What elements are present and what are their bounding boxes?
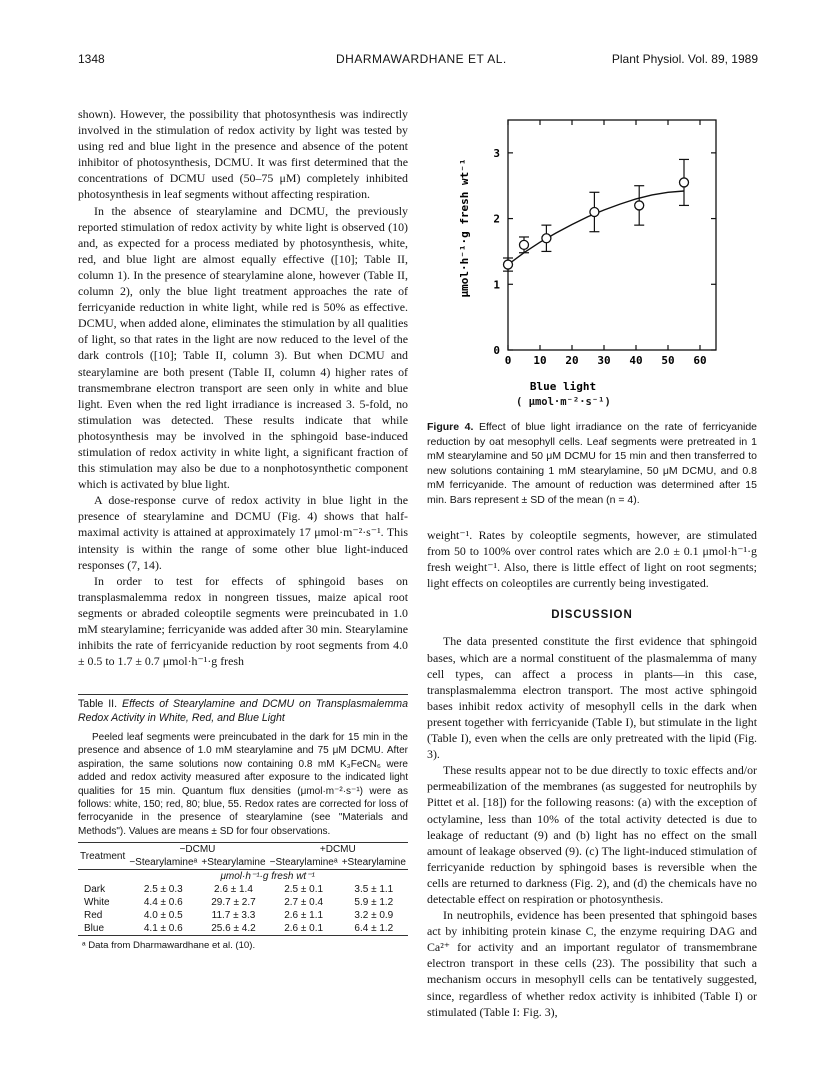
table-cell: 29.7 ± 2.7 bbox=[211, 897, 256, 909]
figure-caption bbox=[427, 420, 757, 507]
sub-header-minus-stearylamine: −Stearylamineᵃ bbox=[127, 856, 199, 870]
x-tick-label: 60 bbox=[693, 354, 707, 367]
left-column bbox=[78, 106, 408, 669]
col-header-treatment: Treatment bbox=[78, 843, 127, 870]
chart-curve bbox=[508, 191, 684, 265]
table-row bbox=[78, 922, 408, 936]
y-tick-label: 1 bbox=[493, 278, 500, 292]
figure-4-chart bbox=[446, 98, 746, 398]
figure-label: Figure 4. bbox=[427, 421, 474, 433]
sub-header-minus-stearylamine-2: −Stearylamineᵃ bbox=[268, 856, 340, 870]
y-tick-label: 2 bbox=[493, 212, 500, 226]
table-cell: 2.5 ± 0.1 bbox=[284, 884, 324, 896]
table-cell: 2.5 ± 0.3 bbox=[143, 884, 183, 896]
table-cell: 2.7 ± 0.4 bbox=[284, 897, 324, 909]
x-axis-units: ( μmol·m⁻²·s⁻¹) bbox=[516, 396, 611, 408]
table-note: Peeled leaf segments were preincubated in the dark for 15 min in the presence and absence of 1.0 mM stearylamine and 75 μM DCMU. After aspiration, the same solutions now containing 0.8 mM K₃FeCN₆ were added and redox activity measured after exposure to the indicated light qualities for 15 min. Quantum flux densities (μmol·m⁻²·s⁻¹) were as follows: white, 150; red, 80; blue, 55. Redox rates are corrected for loss of ferrocyanide in the presence of stearylamine (see "Materials and Methods"). Values are means ± SD for four observations. bbox=[78, 732, 408, 837]
data-point bbox=[520, 240, 529, 249]
left-paragraph-4: In order to test for effects of sphingoid bases on transplasmalemma redox in nongreen tissues, maize apical root segments or abraded coleoptile segments were preincubated in 1.0 mM stearylamine; ferricyanide was added after 30 min. Stearylamine inhibits the rate of ferricyanide reduction by root segments from 4.0 ± 0.5 to 1.7 ± 0.7 μmol·h⁻¹·g fresh bbox=[78, 573, 408, 669]
plot-frame bbox=[508, 120, 716, 350]
table-cell: 2.6 ± 0.1 bbox=[268, 922, 340, 936]
table-cell: 5.9 ± 1.2 bbox=[354, 897, 394, 909]
table-footnote: ᵃ Data from Dharmawardhane et al. (10). bbox=[82, 940, 256, 952]
x-tick-label: 0 bbox=[504, 354, 512, 367]
table-cell: 25.6 ± 4.2 bbox=[199, 922, 267, 936]
x-axis-label: Blue light bbox=[529, 380, 597, 393]
right-paragraph-2: The data presented constitute the first evidence that sphingoid bases, which are a normal constituent of the plasmalemma of many cell types, can affect a process in plants—in this case, transplasmalemma electron transport. The most active sphingoid bases inhibit redox activity of mesophyll cells in the dark when present together with ferricyanide (Table I), but stimulate in the light (Table I), even when the cells are only pretreated with the lipid (Fig. 3). bbox=[427, 634, 757, 762]
data-point bbox=[635, 201, 644, 210]
row-label: Red bbox=[84, 910, 103, 922]
right-paragraph-1: weight⁻¹. Rates by coleoptile segments, however, are stimulated from 50 to 100% over control rates which are 2.0 ± 0.1 μmol·h⁻¹·g fresh weight⁻¹. Also, there is little effect of light on root segments; light effects on coleoptiles are currently being investigated. bbox=[427, 528, 757, 591]
x-tick-label: 50 bbox=[661, 354, 675, 367]
x-tick-label: 10 bbox=[533, 354, 547, 367]
table-ii bbox=[78, 694, 408, 951]
data-point bbox=[542, 234, 551, 243]
right-paragraph-4: In neutrophils, evidence has been presented that sphingoid bases act by inhibiting protein kinase C, the enzyme requiring DAG and Ca²⁺ for activity and an important regulator of transmembrane electron transport in these cells (23). The possibility that such a mechanism occurs in mesophyll cells can be tentatively suggested, since, regardless of whether redox activity is inhibited (Table I) or stimulated (Table I: Fig. 3), bbox=[427, 908, 757, 1019]
x-tick-label: 40 bbox=[629, 354, 643, 367]
table-cell: 2.6 ± 1.4 bbox=[214, 884, 253, 896]
row-label: White bbox=[84, 897, 110, 909]
fitted-curve bbox=[508, 191, 684, 265]
y-axis-label: μmol·h⁻¹·g fresh wt⁻¹ bbox=[458, 158, 471, 298]
table-cell: 2.6 ± 1.1 bbox=[284, 910, 324, 922]
table-row bbox=[78, 909, 408, 922]
left-paragraph-1: shown). However, the possibility that photosynthesis was indirectly involved in the stimulation of redox activity by light was tested by using red and blue light in the presence and absence of the potent inhibitor of photosynthesis, DCMU. It was first determined that the concentrations of DCMU used (50–75 μM) completely inhibited photosynthesis in leaf segments without affecting respiration. bbox=[78, 107, 408, 202]
chart-points bbox=[503, 159, 689, 271]
running-authors: DHARMAWARDHANE ET AL. bbox=[336, 52, 507, 66]
data-point bbox=[680, 178, 689, 187]
table-title: Effects of Stearylamine and DCMU on Transplasmalemma Redox Activity in White, Red, and Blue Light bbox=[78, 698, 408, 724]
x-tick-label: 20 bbox=[565, 354, 579, 367]
data-point bbox=[590, 208, 599, 217]
data-point bbox=[504, 260, 513, 269]
units-row: μmol·h⁻¹·g fresh wt⁻¹ bbox=[220, 871, 315, 883]
table-cell: 11.7 ± 3.3 bbox=[211, 910, 256, 922]
row-label: Dark bbox=[84, 884, 106, 896]
left-paragraph-2: In the absence of stearylamine and DCMU, the previously reported stimulation of redox activity by white light is observed (10) and, as expected for a process mediated by photosynthesis, white, red, and blue light are almost equally effective ([10]; Table II, column 1). In the presence of stearylamine alone, however (Table II, column 2), only the blue light treatment approaches the rate of ferricyanide reduction in white light, while red is 50% as effective. DCMU, when added alone, eliminates the stimulation by all qualities of light, so that rates in the light are now reduced to the level of the dark controls ([10]; Table II, column 3). But when DCMU and stearylamine are both present (Table II, column 4) higher rates of transmembrane electron transport are seen only in white and blue light. Even when the red light irradiance is increased 3. 5-fold, no stimulation was detected. These results indicate that while photosynthesis may be involved in the sphingoid base-induced stimulation of redox activity in white light, a significant fraction of this stimulation may also be due to a nonphotosynthetic component which is activated by blue light. bbox=[78, 203, 408, 492]
y-tick-label: 0 bbox=[493, 344, 500, 357]
running-header bbox=[78, 52, 758, 70]
discussion-heading: DISCUSSION bbox=[551, 609, 633, 622]
table-cell: 4.4 ± 0.6 bbox=[143, 897, 183, 909]
table-cell: 3.2 ± 0.9 bbox=[354, 910, 394, 922]
table-cell: 4.0 ± 0.5 bbox=[143, 910, 183, 922]
col-group-minus-dcmu: −DCMU bbox=[127, 843, 267, 857]
sub-header-plus-stearylamine-2: +Stearylamine bbox=[340, 856, 408, 870]
row-label: Blue bbox=[78, 922, 127, 936]
right-paragraph-3: These results appear not to be due directly to toxic effects and/or permeabilization of the membranes (as suggested for neutrophils by Pittet et al. [18]) for the following reasons: (a) with the exception of octylamine, less than 10% of the total activity detected is due to leakage of reductant (9) and (b) light has no effect on the small amount of leakage observed (9). (c) The light-induced stimulation of ferricyanide reduction by sphingoid bases is reversible when the cells are returned to darkness (Fig. 2), and (d) the chemicals have no detectable effect on respiration or photosynthesis. bbox=[427, 763, 757, 906]
table-label: Table II. bbox=[78, 698, 118, 710]
col-group-plus-dcmu: +DCMU bbox=[268, 843, 408, 857]
left-paragraph-3: A dose-response curve of redox activity in blue light in the presence of stearylamine and DCMU (Fig. 4) shows that half-maximal activity is attained at approximately 17 μmol·m⁻²·s⁻¹. This intensity is within the range of some other blue light-induced responses (7, 14). bbox=[78, 493, 408, 572]
journal-citation: Plant Physiol. Vol. 89, 1989 bbox=[611, 52, 758, 66]
data-table bbox=[78, 842, 408, 936]
right-column bbox=[427, 527, 757, 1020]
table-caption bbox=[78, 697, 408, 725]
figure-caption-text: Effect of blue light irradiance on the rate of ferricyanide reduction by oat mesophyll cells. Leaf segments were pretreated in 1 mM stearylamine and 50 μM DCMU for 15 min and then transferred to new solutions containing 1 mM stearylamine, 50 μM DCMU, and 0.8 mM ferricyanide. The amount of reduction was determined after 15 min. Bars represent ± SD of the mean (n = 4). bbox=[427, 421, 757, 506]
page-number: 1348 bbox=[78, 52, 105, 66]
table-row bbox=[78, 896, 408, 909]
table-cell: 6.4 ± 1.2 bbox=[340, 922, 408, 936]
table-cell: 3.5 ± 1.1 bbox=[354, 884, 394, 896]
table-cell: 4.1 ± 0.6 bbox=[127, 922, 199, 936]
y-tick-label: 3 bbox=[493, 146, 500, 160]
x-tick-label: 30 bbox=[597, 354, 611, 367]
table-row bbox=[78, 883, 408, 896]
sub-header-plus-stearylamine: +Stearylamine bbox=[199, 856, 267, 870]
